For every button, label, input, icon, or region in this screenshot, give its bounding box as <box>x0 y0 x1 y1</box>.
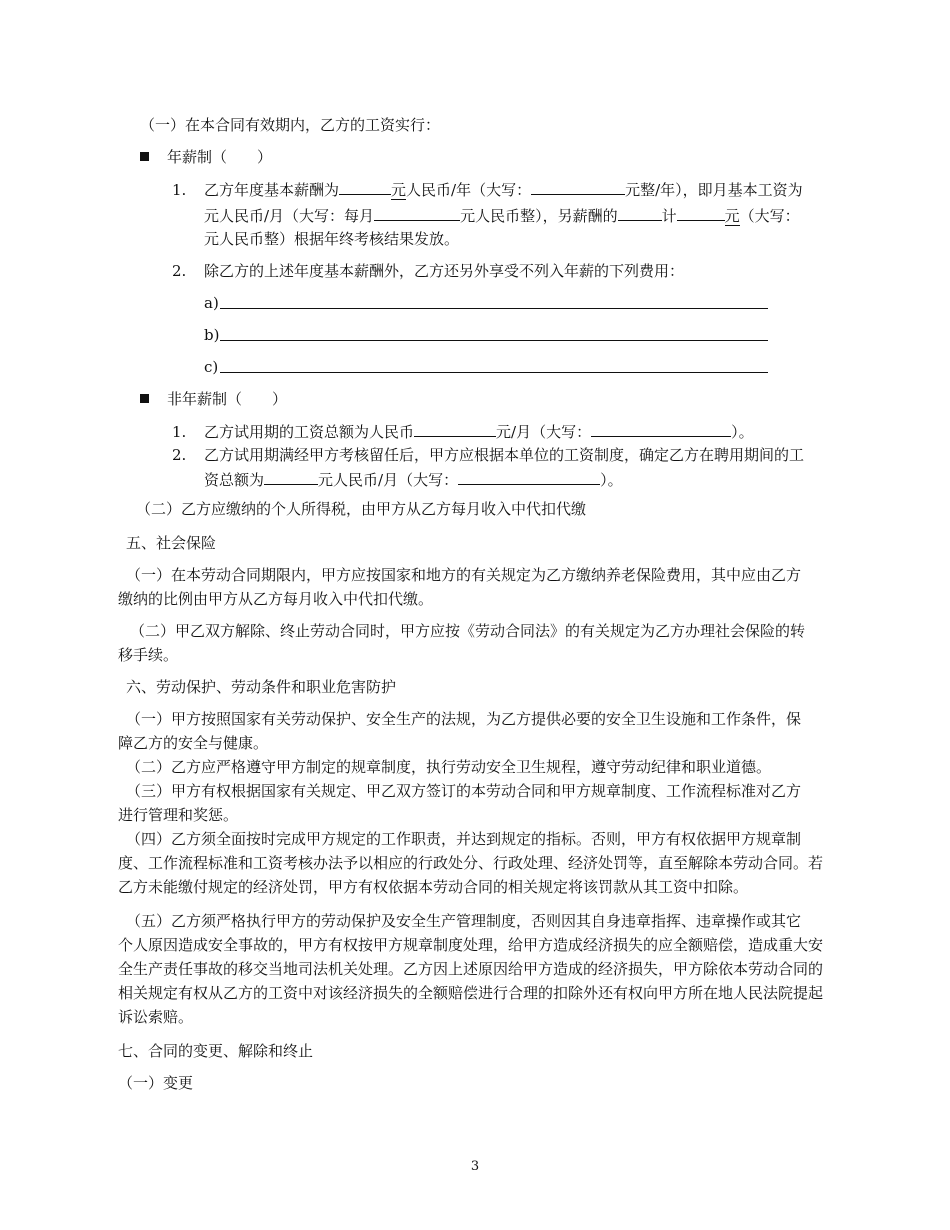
s6-p4-line1: （四）乙方须全面按时完成甲方规定的工作职责，并达到规定的指标。否则，甲方有权依据甲方规章制 <box>126 830 802 848</box>
blank-field <box>618 204 662 221</box>
page-number: 3 <box>470 1159 480 1174</box>
s5-p2-line2: 移手续。 <box>118 646 179 664</box>
non-annual-item-1: 1. 乙方试用期的工资总额为人民币 元/月（大写： ）。 <box>172 420 754 443</box>
s6-p5-line3: 全生产责任事故的移交当地司法机关处理。乙方因上述原因给甲方造成的经济损失，甲方除依本劳动合同的 <box>118 960 824 978</box>
section-5-heading: 五、社会保险 <box>126 534 217 552</box>
s6-p5-line2: 个人原因造成安全事故的，甲方有权按甲方规章制度处理，给甲方造成经济损失的应全额赔偿，造成重大安 <box>118 936 824 954</box>
annual-item-1-line1: 1. 乙方年度基本薪酬为 元人民币/年（大写： 元整/年），即月基本工资为 <box>172 178 803 201</box>
blank-field <box>458 468 600 485</box>
blank-field <box>531 178 625 195</box>
s5-p2-line1: （二）甲乙双方解除、终止劳动合同时，甲方应按《劳动合同法》的有关规定为乙方办理社会保险的转 <box>130 622 806 640</box>
s6-p4-line2: 度、工作流程标准和工资考核办法予以相应的行政处分、行政处理、经济处罚等，直至解除本劳动合同。若 <box>118 854 824 872</box>
blank-line-a <box>220 308 768 309</box>
blank-line-c <box>220 372 768 373</box>
blank-field <box>591 420 731 437</box>
sub-item-b-label: b) <box>204 326 220 344</box>
s6-p3-line2: 进行管理和奖惩。 <box>118 806 239 824</box>
s6-p5-line5: 诉讼索赔。 <box>118 1008 194 1026</box>
s6-p1-line1: （一）甲方按照国家有关劳动保护、安全生产的法规，为乙方提供必要的安全卫生设施和工作条件，保 <box>126 710 802 728</box>
s5-p1-line1: （一）在本劳动合同期限内，甲方应按国家和地方的有关规定为乙方缴纳养老保险费用，其中应由乙方 <box>126 566 802 584</box>
s5-p1-line2: 缴纳的比例由甲方从乙方每月收入中代扣代缴。 <box>118 590 434 608</box>
s6-p5-line1: （五）乙方须严格执行甲方的劳动保护及安全生产管理制度，否则因其自身违章指挥、违章操作或其它 <box>126 912 802 930</box>
s6-p2: （二）乙方应严格遵守甲方制定的规章制度，执行劳动安全卫生规程，遵守劳动纪律和职业道德。 <box>126 758 772 776</box>
blank-field <box>264 468 318 485</box>
blank-field <box>339 178 391 195</box>
section-6-heading: 六、劳动保护、劳动条件和职业危害防护 <box>126 678 397 696</box>
sub-item-c-label: c) <box>204 358 219 376</box>
s7-p1: （一）变更 <box>118 1074 194 1092</box>
annual-item-1-line2: 元人民币/月（大写：每月 元人民币整），另薪酬的 计 元（大写： <box>204 204 800 227</box>
annual-salary-option: 年薪制（ ） <box>140 146 272 168</box>
s6-p1-line2: 障乙方的安全与健康。 <box>118 734 269 752</box>
bullet-square-icon <box>140 394 149 403</box>
s6-p4-line3: 乙方未能缴付规定的经济处罚，甲方有权依据本劳动合同的相关规定将该罚款从其工资中扣除。 <box>118 878 749 896</box>
section-7-heading: 七、合同的变更、解除和终止 <box>118 1042 314 1060</box>
wage-intro: （一）在本合同有效期内，乙方的工资实行： <box>140 116 441 134</box>
non-annual-item-2-line1: 2. 乙方试用期满经甲方考核留任后，甲方应根据本单位的工资制度，确定乙方在聘用期间的工 <box>172 446 805 464</box>
bullet-square-icon <box>140 152 149 161</box>
annual-item-2: 2. 除乙方的上述年度基本薪酬外，乙方还另外享受不列入年薪的下列费用： <box>172 262 685 280</box>
blank-field <box>677 204 725 221</box>
non-annual-item-2-line2: 资总额为 元人民币/月（大写： ）。 <box>204 468 623 491</box>
s6-p5-line4: 相关规定有权从乙方的工资中对该经济损失的全额赔偿进行合理的扣除外还有权向甲方所在地人民法院提起 <box>118 984 824 1002</box>
income-tax-clause: （二）乙方应缴纳的个人所得税，由甲方从乙方每月收入中代扣代缴 <box>136 500 587 518</box>
s6-p3-line1: （三）甲方有权根据国家有关规定、甲乙双方签订的本劳动合同和甲方规章制度、工作流程标准对乙方 <box>126 782 802 800</box>
blank-line-b <box>220 340 768 341</box>
annual-item-1-line3: 元人民币整）根据年终考核结果发放。 <box>204 230 460 248</box>
sub-item-a-label: a) <box>204 294 219 312</box>
blank-field <box>374 204 460 221</box>
non-annual-salary-option: 非年薪制（ ） <box>140 388 287 410</box>
blank-field <box>414 420 496 437</box>
